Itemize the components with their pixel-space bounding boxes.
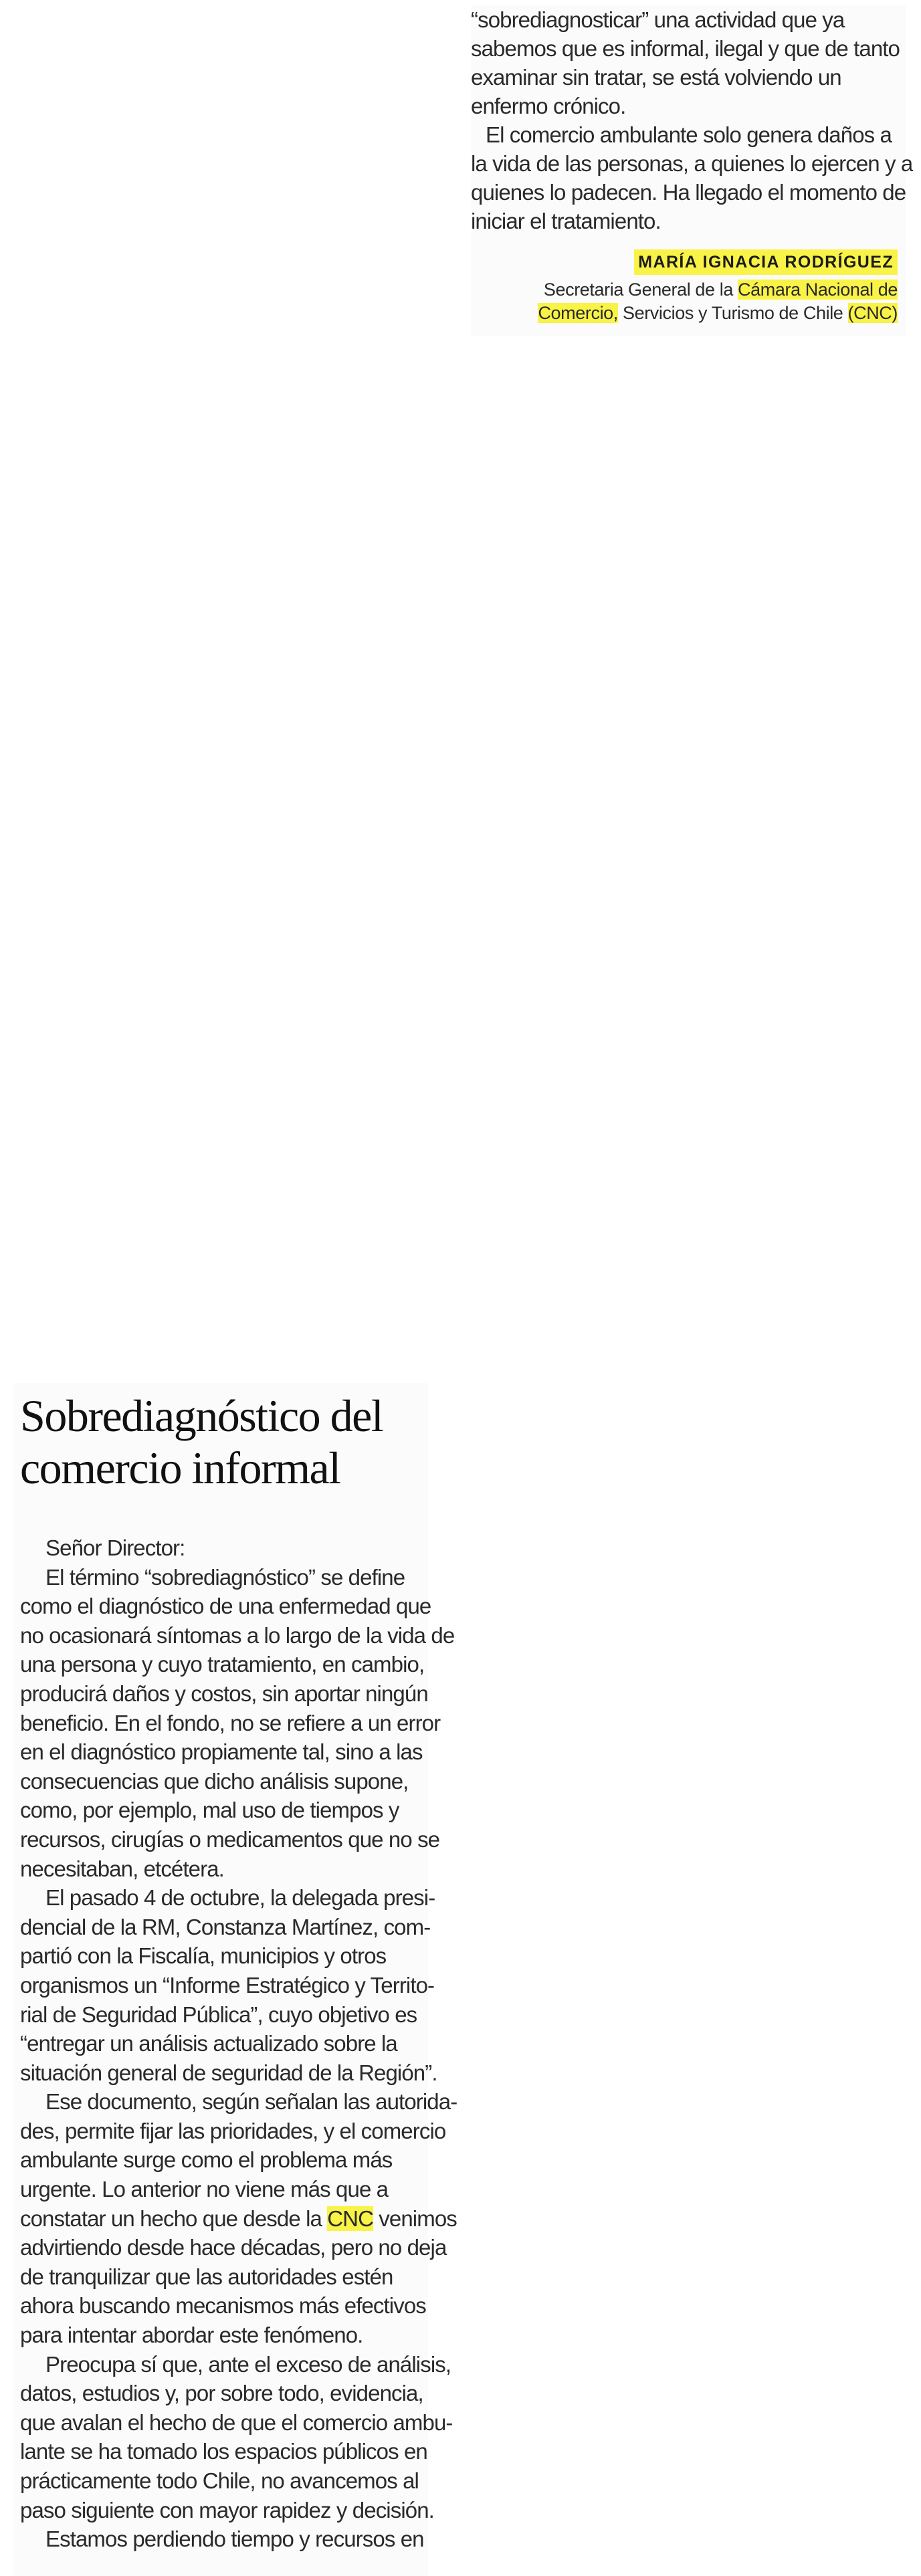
- text-line: Preocupa sí que, ante el exceso de análisis,: [45, 2351, 451, 2377]
- text-line: datos, estudios y, por sobre todo, evidencia,: [20, 2381, 423, 2406]
- text-line: como, por ejemplo, mal uso de tiempos y: [20, 1798, 399, 1823]
- affiliation-text: Secretaria General de la: [543, 280, 738, 300]
- text-line: consecuencias que dicho análisis supone,: [20, 1768, 409, 1794]
- text-line: Ese documento, según señalan las autorida-: [45, 2089, 457, 2115]
- title-line: Sobrediagnóstico del: [20, 1390, 383, 1441]
- text-line: organismos un “Informe Estratégico y Territo-: [20, 1972, 435, 1998]
- text-line: quienes lo padecen. Ha llegado el momento de: [471, 180, 906, 205]
- text-line: “entregar un análisis actualizado sobre la: [20, 2031, 397, 2056]
- author-signature: MARÍA IGNACIA RODRÍGUEZ: [634, 249, 898, 275]
- text-line: como el diagnóstico de una enfermedad que: [20, 1594, 431, 1619]
- text-line: beneficio. En el fondo, no se refiere a un error: [20, 1710, 441, 1735]
- text-line: producirá daños y costos, sin aportar ningún: [20, 1681, 428, 1706]
- text-line: [20, 2204, 457, 2234]
- text-line: partió con la Fiscalía, municipios y otros: [20, 1943, 387, 1969]
- text-line: que avalan el hecho de que el comercio ambu-: [20, 2409, 453, 2435]
- text-line: una persona y cuyo tratamiento, en cambio,: [20, 1652, 425, 1677]
- text-line: ambulante surge como el problema más: [20, 2147, 393, 2173]
- affiliation-line-1: [538, 278, 898, 302]
- text-line: ahora buscando mecanismos más efectivos: [20, 2293, 426, 2319]
- salutation: Señor Director:: [45, 1535, 185, 1560]
- text-line: para intentar abordar este fenómeno.: [20, 2323, 363, 2348]
- text-line: iniciar el tratamiento.: [471, 209, 661, 233]
- text-line: enfermo crónico.: [471, 94, 626, 118]
- highlighted-text: (CNC): [847, 303, 898, 323]
- text-line: des, permite fijar las prioridades, y el comercio: [20, 2118, 446, 2143]
- text-line: situación general de seguridad de la Región”.: [20, 2060, 437, 2085]
- text-line: necesitaban, etcétera.: [20, 1856, 224, 1881]
- highlighted-text: CNC: [327, 2206, 374, 2231]
- text-line: “sobrediagnosticar” una actividad que ya: [471, 7, 845, 32]
- text-line: El término “sobrediagnóstico” se define: [45, 1564, 405, 1590]
- text-line: rial de Seguridad Pública”, cuyo objetivo es: [20, 2002, 417, 2027]
- text-line: El comercio ambulante solo genera daños a: [486, 122, 892, 147]
- text-line: advirtiendo desde hace décadas, pero no deja: [20, 2235, 447, 2260]
- text-line: no ocasionará síntomas a lo largo de la vida de: [20, 1622, 455, 1648]
- text-line: examinar sin tratar, se está volviendo un: [471, 65, 841, 90]
- text-line: prácticamente todo Chile, no avancemos al: [20, 2468, 419, 2493]
- text-line: de tranquilizar que las autoridades estén: [20, 2264, 393, 2289]
- text-line: en el diagnóstico propiamente tal, sino a las: [20, 1739, 423, 1765]
- text-fragment: constatar un hecho que desde la: [20, 2206, 328, 2231]
- letter-continuation: [471, 5, 913, 336]
- text-line: El pasado 4 de octubre, la delegada presi-: [45, 1885, 435, 1911]
- affiliation-text: Servicios y Turismo de Chile: [617, 303, 848, 323]
- highlighted-text: Cámara Nacional de: [738, 280, 898, 300]
- highlighted-text: Comercio,: [538, 303, 618, 323]
- letter-article: [13, 1383, 457, 2576]
- text-line: la vida de las personas, a quienes lo ejercen y a: [471, 151, 913, 176]
- affiliation-line-2: [538, 302, 898, 325]
- author-affiliation: [538, 278, 898, 325]
- text-line: lante se ha tomado los espacios públicos en: [20, 2439, 427, 2464]
- text-fragment: venimos: [373, 2206, 457, 2231]
- text-line: dencial de la RM, Constanza Martínez, com-: [20, 1914, 431, 1939]
- text-line: recursos, cirugías o medicamentos que no se: [20, 1826, 440, 1852]
- article-body: [20, 1533, 457, 2554]
- text-line: paso siguiente con mayor rapidez y decisión.: [20, 2497, 434, 2523]
- text-line: urgente. Lo anterior no viene más que a: [20, 2177, 389, 2202]
- title-line: comercio informal: [20, 1442, 340, 1493]
- article-title: [20, 1390, 383, 1494]
- text-line: sabemos que es informal, ilegal y que de tanto: [471, 36, 900, 61]
- text-line: Estamos perdiendo tiempo y recursos en: [45, 2527, 424, 2552]
